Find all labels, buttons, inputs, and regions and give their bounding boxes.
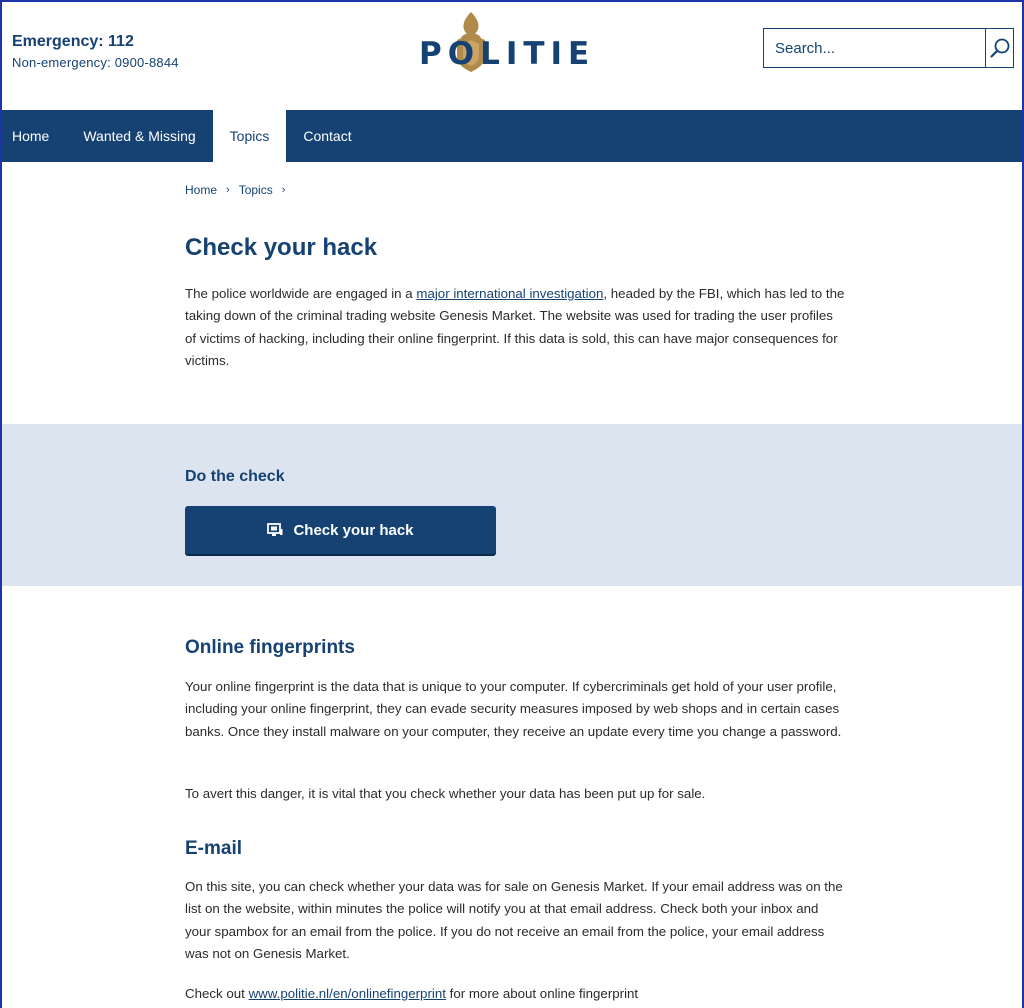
breadcrumb <box>185 183 845 197</box>
checkout-text-start: Check out <box>185 986 249 1001</box>
check-button-label: Check your hack <box>293 521 414 539</box>
checkout-paragraph <box>185 983 845 1005</box>
page-title: Check your hack <box>185 234 378 261</box>
intro-text-start: The police worldwide are engaged in a <box>185 286 417 301</box>
checkout-text-end: for more about online fingerprint <box>445 986 639 1001</box>
search-input[interactable] <box>764 29 985 67</box>
nav-item-wanted-missing[interactable]: Wanted & Missing <box>83 128 196 144</box>
fingerprints-heading: Online fingerprints <box>185 637 355 658</box>
email-paragraph: On this site, you can check whether your data was for sale on Genesis Market. If your email address was on the list on the website, within minutes the police will notify you at that email address. Check both your inbox and your spambox for an email from the police. If you do not receive an email from the police, your email address was not on Genesis Market. <box>185 879 843 961</box>
politie-logo[interactable] <box>419 10 609 76</box>
check-your-hack-button[interactable] <box>185 506 496 554</box>
emergency-number: Emergency: 112 <box>12 33 134 50</box>
investigation-link[interactable]: major international investigation <box>416 286 604 301</box>
search-box <box>763 28 1014 68</box>
fingerprints-paragraph-2: To avert this danger, it is vital that you check whether your data has been put up for sale. <box>185 786 706 801</box>
fingerprints-paragraph-1: Your online fingerprint is the data that is unique to your computer. If cybercriminals get hold of your user profile, including your online fingerprint, they can evade security measures imposed by web shops and in certain cases banks. Once they install malware on your computer, they receive an update every time you change a password. <box>185 679 842 739</box>
chevron-right-icon: › <box>226 184 230 196</box>
check-heading: Do the check <box>185 468 285 485</box>
check-section <box>2 424 1024 586</box>
nav-item-home[interactable]: Home <box>12 128 50 144</box>
nav-item-topics[interactable]: Topics <box>213 110 287 162</box>
nav-item-contact[interactable]: Contact <box>303 128 352 144</box>
monitor-icon <box>267 523 283 537</box>
logo-text: POLITIE <box>419 36 596 72</box>
site-header <box>2 2 1022 110</box>
main-nav <box>2 110 1024 162</box>
intro-text-end: , headed by the FBI, which has led to the taking down of the criminal trading website Genesis Market. The website was used for trading the user profiles of victims of hacking, including their online fingerprint. If this data is sold, this can have major consequences for victims. <box>185 286 845 368</box>
search-icon <box>989 37 1011 59</box>
breadcrumb-item-topics[interactable]: Topics <box>238 183 273 197</box>
email-heading: E-mail <box>185 838 243 859</box>
online-fingerprint-link[interactable]: www.politie.nl/en/onlinefingerprint <box>248 986 446 1001</box>
breadcrumb-item-home[interactable]: Home <box>185 183 218 197</box>
intro-paragraph <box>185 283 845 372</box>
search-button[interactable] <box>985 29 1013 67</box>
non-emergency-number: Non-emergency: 0900-8844 <box>12 55 179 70</box>
chevron-right-icon: › <box>281 184 286 196</box>
